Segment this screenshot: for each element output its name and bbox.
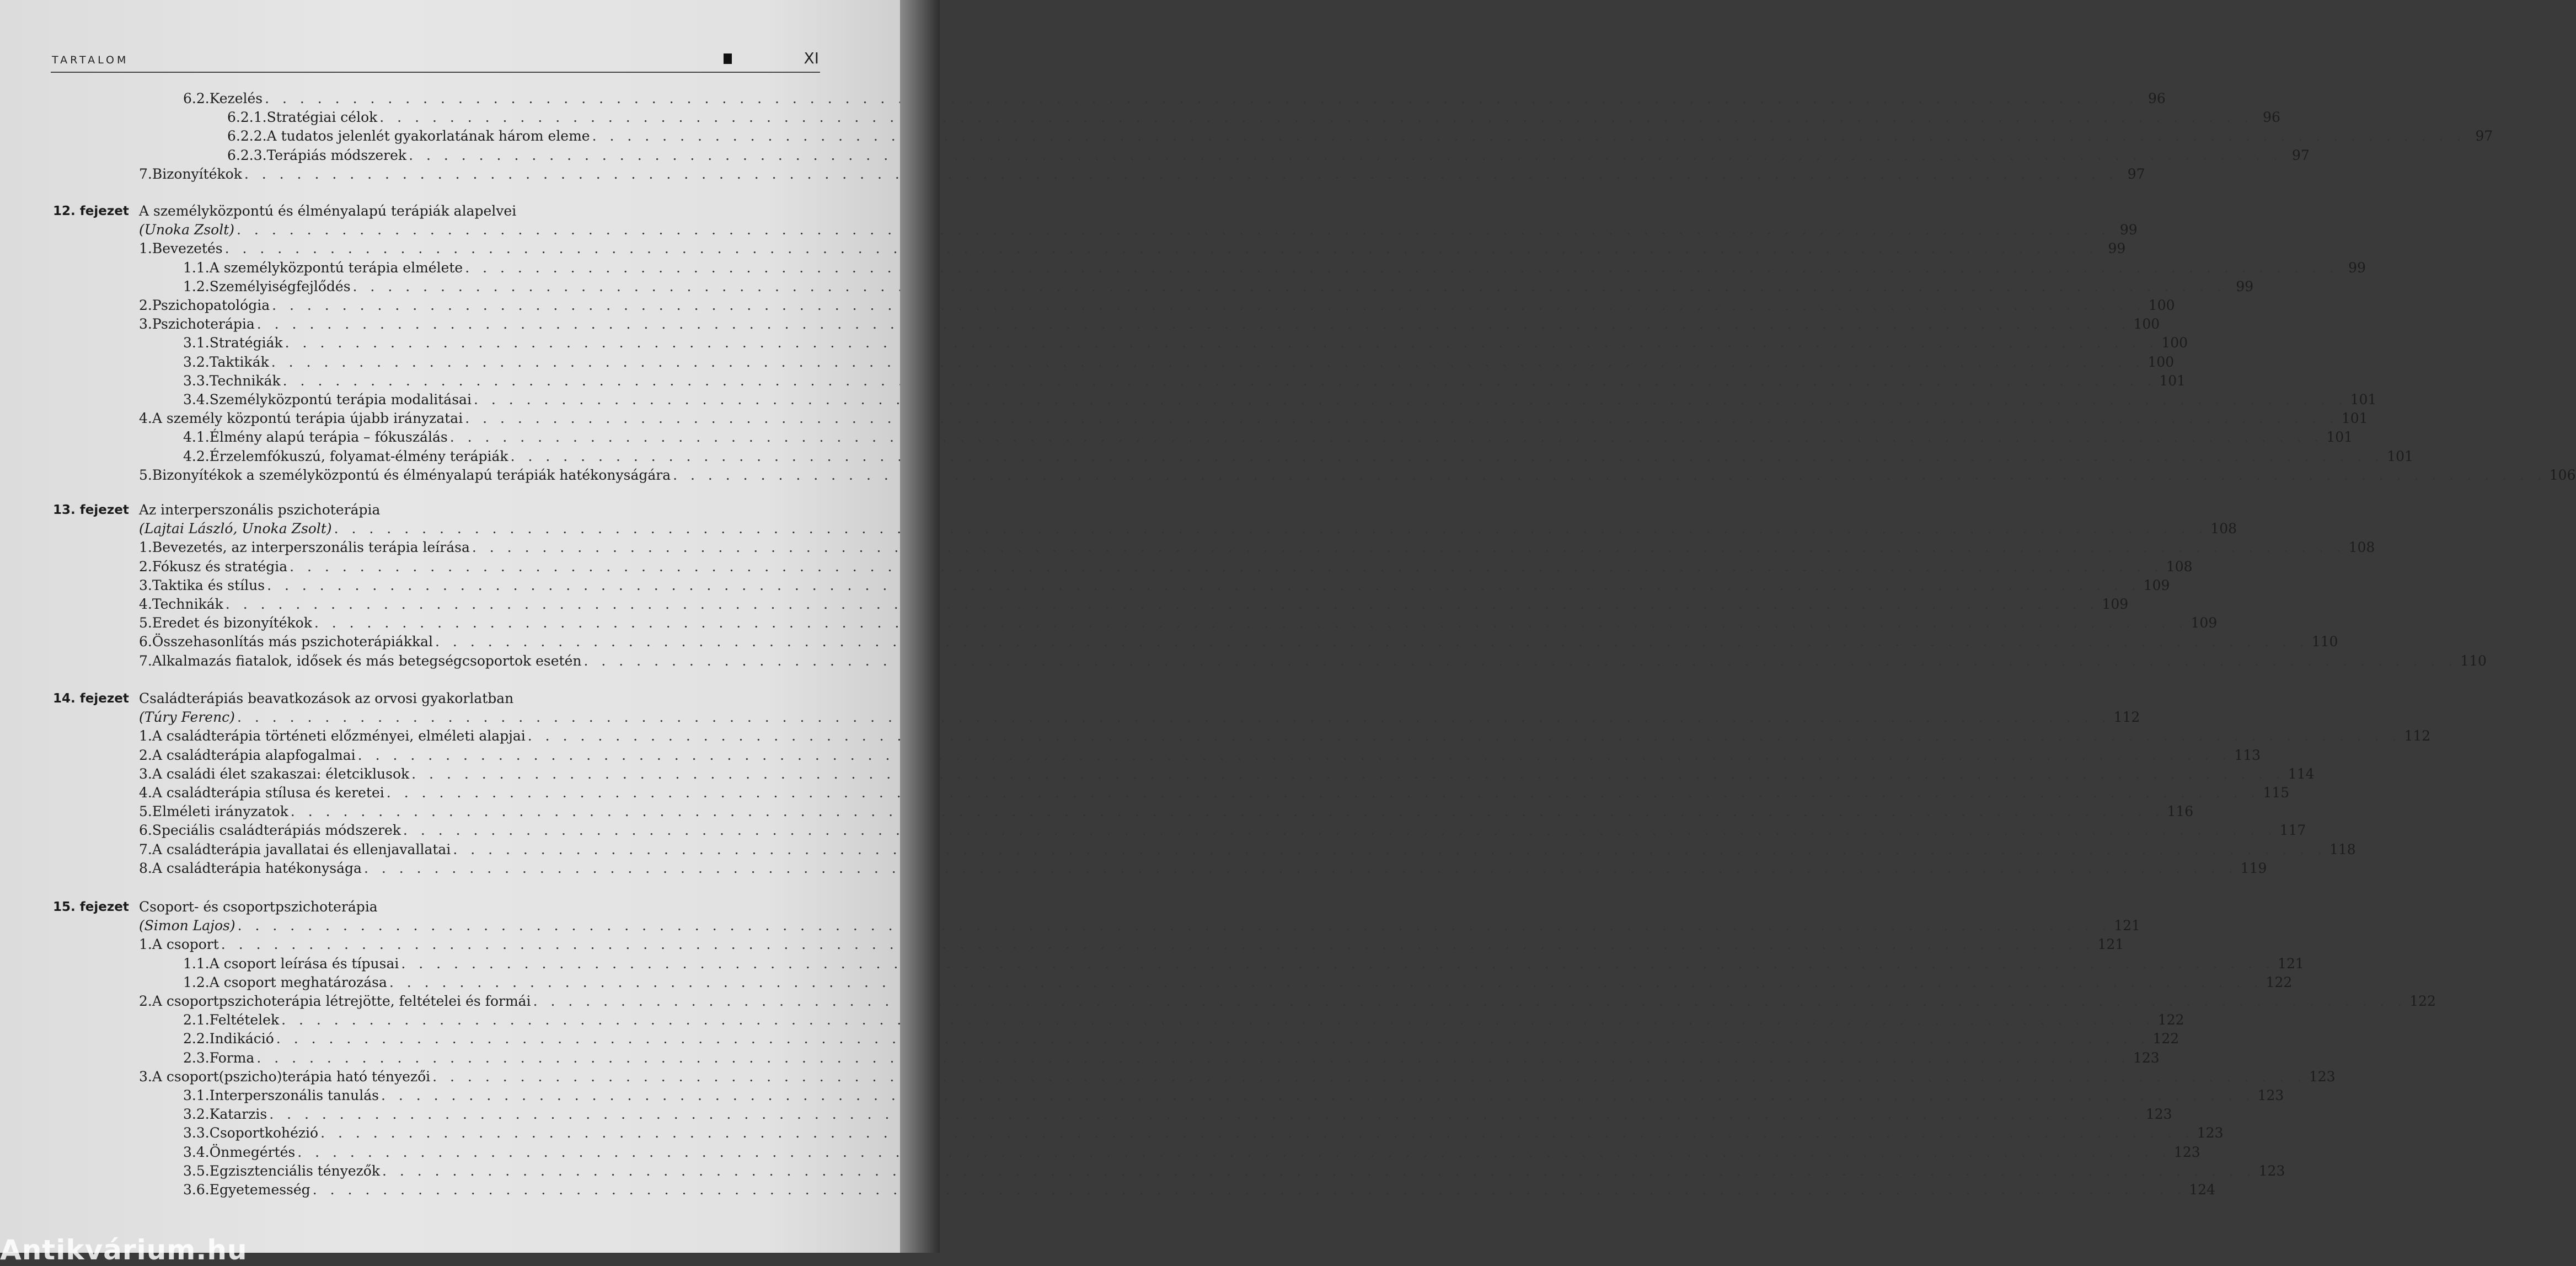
entry-page-number: 101 [2326,429,2353,446]
entry-title: Eredet és bizonyítékok [152,615,312,631]
entry-page-number: 121 [2278,955,2304,972]
entry-title: Egzisztenciális tényezők [209,1162,380,1179]
entry-number: 2. [139,993,152,1009]
dot-leader [474,390,2347,409]
entry-page-number: 110 [2460,652,2487,669]
entry-page-number: 115 [2263,785,2290,801]
entry-page-number: 99 [2348,259,2366,276]
entry-page-number: 96 [2147,90,2166,106]
dot-leader [256,1049,2130,1067]
entry-number: 1. [139,240,152,257]
toc-entry [139,538,2375,557]
entry-page-number: 99 [2119,222,2138,238]
entry-number: 3.5. [183,1162,210,1179]
entry-title: Bizonyítékok a személyközpontú és élményalapú terápiák hatékonyságára [152,466,671,483]
toc-entry [139,632,2338,651]
dot-leader [320,1124,2194,1142]
dot-leader [269,1105,2143,1124]
entry-page-number: 108 [2348,539,2375,556]
toc-entry [183,353,2175,372]
entry-title: Pszichoterápia [152,316,255,332]
entry-title: Pszichopatológia [152,297,270,313]
entry-number: 5. [139,615,152,631]
dot-leader [334,519,2208,538]
dot-leader [358,746,2231,765]
toc-entry [139,239,2126,258]
toc-entry [183,1011,2184,1029]
chapter-title [139,898,821,916]
entry-number: 2.2. [183,1031,210,1047]
entry-title: A csoportpszichoterápia létrejötte, feltételei és formái [152,993,531,1009]
toc-entry [139,652,2487,670]
entry-title: A családi élet szakaszai: életciklusok [152,765,410,782]
toc-entry [139,614,2218,632]
entry-number: 3.4. [183,1144,210,1160]
entry-number: 3.2. [183,353,210,370]
entry-number: 6.2.2. [227,128,267,144]
entry-number: 7. [139,841,152,857]
toc-entry [183,1162,2285,1181]
dot-leader [257,315,2130,334]
entry-title: Stratégiai célok [266,109,378,126]
entry-number: 2. [139,747,152,763]
chapter-title-text: Az interperszonális pszichoterápia [139,502,381,518]
dot-leader [403,821,2277,840]
toc-entry [183,277,2254,296]
toc-entry [139,557,2193,576]
entry-number: 4. [139,410,152,427]
entry-title: A családterápia hatékonysága [152,860,362,876]
entry-page-number: 99 [2108,240,2126,257]
entry-page-number: 123 [2197,1125,2224,1141]
entry-page-number: 123 [2145,1106,2172,1123]
toc-authors-row [139,916,2140,935]
entry-page-number: 101 [2159,372,2186,389]
dot-leader [528,727,2401,745]
entry-page-number: 123 [2133,1049,2160,1066]
entry-page-number: 121 [2114,918,2140,934]
toc-entry [139,935,2124,954]
chapter-label: 14. fejezet [53,691,129,706]
toc-entry [183,1105,2172,1124]
entry-title: Taktikák [209,353,269,370]
entry-page-number: 122 [2409,993,2436,1009]
entry-page-number: 119 [2240,860,2267,876]
entry-page-number: 123 [2309,1068,2336,1085]
entry-number: 6.2.3. [227,147,267,163]
toc-entry [183,973,2293,992]
entry-number: 7. [139,165,152,182]
entry-page-number: 108 [2166,558,2193,575]
dot-leader [237,221,2110,239]
entry-number: 3.3. [183,1125,210,1141]
entry-title: Önmegértés [209,1144,296,1160]
entry-page-number: 116 [2167,803,2194,820]
entry-number: 3. [139,577,152,593]
entry-page-number: 123 [2257,1087,2284,1103]
toc-entry [183,89,2166,108]
entry-number: 1.1. [183,259,210,276]
dot-leader [465,409,2338,428]
dot-leader [673,466,2546,485]
entry-number: 3. [139,765,152,782]
dot-leader [465,259,2338,277]
entry-number: 5. [139,466,152,483]
dot-leader [409,146,2282,165]
chapter-title-text: Családterápiás beavatkozások az orvosi gyakorlatban [139,690,514,706]
entry-title: Feltételek [209,1012,280,1028]
entry-page-number: 101 [2387,448,2413,464]
dot-leader [432,1067,2306,1086]
toc-entry [139,409,2368,428]
entry-title: A csoport [152,936,219,953]
entry-title: A családterápia történeti előzményei, elméleti alapjai [152,728,526,744]
entry-title: Forma [209,1049,255,1066]
entry-title: Bevezetés, az interperszonális terápia leírása [152,539,470,556]
entry-number: 3. [139,316,152,332]
dot-leader [225,239,2098,258]
entry-title: Élmény alapú terápia – fókuszálás [209,429,448,446]
chapter-authors: (Simon Lajos) [139,918,235,934]
entry-title: Indikáció [209,1031,274,1047]
entry-page-number: 118 [2329,841,2356,857]
dot-leader [271,353,2145,372]
toc-entry [139,821,2306,840]
entry-page-number: 97 [2127,165,2145,182]
dot-leader [379,108,2253,127]
dot-leader [533,992,2407,1011]
entry-number: 1.2. [183,974,210,990]
entry-title: Technikák [209,372,281,389]
toc-entry [227,108,2280,127]
entry-number: 3.6. [183,1182,210,1198]
entry-title: A családterápia alapfogalmai [152,747,356,763]
entry-number: 6.2. [183,90,210,106]
entry-title: Stratégiák [209,335,283,351]
toc-entry [183,1049,2160,1067]
dot-leader [382,1162,2256,1181]
dot-leader [381,1086,2254,1105]
entry-title: A családterápia javallatai és ellenjavallatai [152,841,451,857]
dot-leader [283,372,2156,390]
dot-leader [584,652,2457,670]
entry-title: A személyközpontú terápia elmélete [209,259,463,276]
entry-title: Alkalmazás fiatalok, idősek és más betegségcsoportok esetén [152,652,582,669]
chapter-title [139,202,821,221]
entry-page-number: 112 [2404,728,2431,744]
chapter-authors: (Unoka Zsolt) [139,222,235,238]
entry-number: 3.2. [183,1106,210,1123]
toc-entry [139,165,2145,184]
page-number: XI [804,49,819,67]
toc-entry [139,466,2576,485]
entry-title: Csoportkohézió [209,1125,319,1141]
entry-title: A csoport meghatározása [209,974,387,990]
entry-title: Bizonyítékok [152,165,242,182]
entry-page-number: 109 [2191,615,2218,631]
dot-leader [297,1143,2171,1162]
dot-leader [285,334,2159,352]
toc-entry [183,259,2366,277]
entry-number: 3.1. [183,335,210,351]
entry-page-number: 112 [2113,709,2140,726]
dot-leader [267,576,2140,595]
dot-leader [401,954,2274,973]
entry-number: 5. [139,803,152,820]
entry-number: 8. [139,860,152,876]
dot-leader [237,708,2111,727]
toc-entry [227,146,2310,165]
entry-title: A családterápia stílusa és keretei [152,785,384,801]
entry-page-number: 96 [2263,109,2280,126]
entry-number: 3.4. [183,391,210,407]
entry-number: 1.2. [183,278,210,294]
toc-entry [139,840,2356,859]
entry-page-number: 122 [2152,1031,2179,1047]
toc-entry [139,1067,2336,1086]
entry-number: 6.2.1. [227,109,267,126]
entry-title: Összehasonlítás más pszichoterápiákkal [152,634,433,650]
entry-title: Személyközpontú terápia modalitásai [209,391,472,407]
entry-page-number: 110 [2311,634,2338,650]
dot-leader [592,127,2466,146]
entry-page-number: 113 [2234,747,2261,763]
dot-leader [276,1029,2150,1048]
toc-entry [183,428,2353,447]
entry-number: 3.3. [183,372,210,389]
toc-entry [139,746,2261,765]
dot-leader [281,1011,2155,1029]
entry-number: 3. [139,1068,152,1085]
toc-entry [139,859,2267,878]
entry-page-number: 121 [2097,936,2124,953]
entry-number: 6. [139,634,152,650]
entry-number: 1. [139,539,152,556]
entry-title: Terápiás módszerek [266,147,407,163]
entry-title: A csoport(pszicho)terápia ható tényezői [152,1068,431,1085]
entry-title: Taktika és stílus [152,577,265,593]
entry-page-number: 97 [2475,128,2493,144]
toc-entry [183,372,2186,390]
chapter-title [139,501,821,519]
entry-number: 1. [139,936,152,953]
toc-entry [139,992,2436,1011]
entry-page-number: 97 [2291,147,2310,163]
toc-authors-row [139,221,2138,239]
dot-leader [364,859,2237,878]
dot-leader [453,840,2326,859]
entry-page-number: 100 [2147,353,2175,370]
entry-number: 4.2. [183,448,210,464]
chapter-authors: (Lajtai László, Unoka Zsolt) [139,521,332,537]
dot-leader [226,595,2099,614]
dot-leader [511,447,2384,466]
running-title: TARTALOM [52,54,129,66]
entry-page-number: 101 [2350,391,2377,407]
dot-leader [291,802,2164,821]
entry-title: Személyiségfejlődés [209,278,351,294]
chapter-label: 12. fejezet [53,204,129,218]
entry-title: A személy központú terápia újabb irányzatai [152,410,463,427]
dot-leader [272,296,2145,315]
entry-page-number: 100 [2148,297,2175,313]
entry-page-number: 122 [2266,974,2293,990]
entry-number: 6. [139,822,152,839]
dot-leader [387,784,2260,802]
entry-page-number: 100 [2133,316,2160,332]
dot-leader [244,165,2118,184]
entry-title: Érzelemfókuszú, folyamat-élmény terápiák [209,448,508,464]
entry-page-number: 101 [2341,410,2368,427]
dot-leader [290,557,2163,576]
toc-entry [183,1029,2179,1048]
entry-number: 2. [139,297,152,313]
entry-page-number: 108 [2210,521,2237,537]
entry-title: Katarzis [209,1106,267,1123]
toc-entry [183,954,2304,973]
entry-title: Speciális családterápiás módszerek [152,822,401,839]
chapter-authors: (Túry Ferenc) [139,709,235,726]
chapter-label: 13. fejezet [53,503,129,517]
toc-entry [183,447,2413,466]
entry-number: 4.1. [183,429,210,446]
chapter-title [139,689,821,708]
entry-number: 4. [139,596,152,612]
toc-entry [183,1143,2200,1162]
dot-leader [435,632,2309,651]
book-spine [900,0,940,1253]
entry-number: 3.1. [183,1087,210,1103]
entry-number: 2.1. [183,1012,210,1028]
dot-leader [472,538,2345,557]
entry-page-number: 117 [2279,822,2306,839]
chapter-label: 15. fejezet [53,900,129,914]
entry-page-number: 100 [2161,335,2188,351]
dot-leader [238,916,2111,935]
dot-leader [265,89,2138,108]
dot-leader [314,614,2188,632]
entry-title: Bevezetés [152,240,223,257]
toc-entry [227,127,2493,146]
entry-number: 1. [139,728,152,744]
dot-leader [221,935,2095,954]
entry-title: A tudatos jelenlét gyakorlatának három eleme [266,128,590,144]
entry-page-number: 109 [2102,596,2129,612]
entry-page-number: 123 [2173,1144,2200,1160]
chapter-title-text: Csoport- és csoportpszichoterápia [139,899,378,915]
entry-number: 2. [139,558,152,575]
entry-number: 2.3. [183,1049,210,1066]
entry-number: 7. [139,652,152,669]
dot-leader [411,765,2285,784]
toc-entry [183,1124,2224,1142]
entry-page-number: 114 [2288,765,2315,782]
entry-number: 4. [139,785,152,801]
entry-title: Technikák [152,596,223,612]
toc-entry [139,576,2170,595]
toc-authors-row [139,519,2237,538]
toc-entry [183,1181,2216,1199]
entry-title: A csoport leírása és típusai [209,955,399,972]
toc-entry [139,784,2290,802]
entry-title: Fókusz és stratégia [152,558,288,575]
watermark: Antikvárium.hu [0,1234,248,1266]
toc-entry [139,296,2175,315]
entry-title: Interperszonális tanulás [209,1087,379,1103]
entry-title: Egyetemesség [209,1182,310,1198]
dot-leader [389,973,2263,992]
toc-entry [139,802,2194,821]
entry-page-number: 99 [2236,278,2254,294]
dot-leader [313,1181,2186,1199]
entry-page-number: 124 [2189,1182,2216,1198]
entry-title: Elméleti irányzatok [152,803,288,820]
dot-leader [450,428,2323,447]
toc-entry [183,1086,2284,1105]
entry-title: Kezelés [209,90,263,106]
entry-page-number: 106 [2549,466,2576,483]
toc-entry [139,727,2431,745]
entry-page-number: 123 [2258,1162,2285,1179]
entry-number: 1.1. [183,955,210,972]
chapter-title-text: A személyközpontú és élményalapú terápiák alapelvei [139,203,517,219]
entry-page-number: 109 [2143,577,2170,593]
toc-entry [139,595,2129,614]
toc-entry [139,765,2315,784]
toc-entry [183,390,2377,409]
toc-entry [183,334,2188,352]
toc-authors-row [139,708,2140,727]
entry-page-number: 122 [2157,1012,2184,1028]
toc-entry [139,315,2160,334]
dot-leader [353,277,2226,296]
